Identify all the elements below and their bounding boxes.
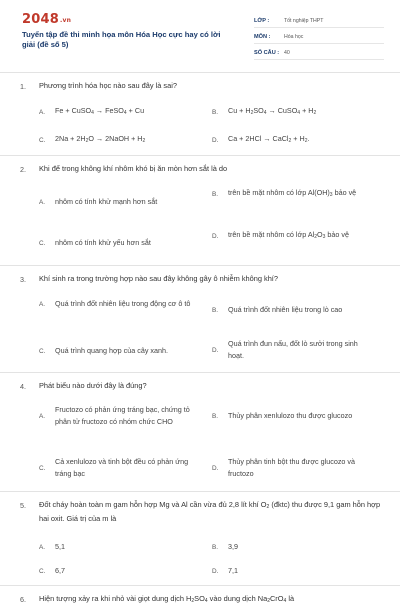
- option-d[interactable]: [212, 133, 309, 147]
- option-d[interactable]: [212, 229, 377, 243]
- option-text: Quá trình đốt nhiên liệu trong động cơ ô tô: [55, 299, 191, 308]
- meta-label: SỐ CÂU :: [254, 49, 280, 56]
- divider: [0, 372, 400, 373]
- question-number: 6.: [20, 595, 26, 604]
- option-c[interactable]: [39, 565, 65, 577]
- question-number: 5.: [20, 501, 26, 510]
- question-number: 1.: [20, 82, 26, 91]
- option-letter: B.: [212, 543, 219, 551]
- question-text: Hiện tượng xảy ra khi nhỏ vài giọt dung dịch $H_2SO_4$ vào dung dịch $Na_2CrO_4$ là: [39, 594, 295, 604]
- meta-label: MÔN :: [254, 33, 271, 40]
- meta-row-count: [254, 46, 384, 60]
- option-text: Fructozo có phản ứng tráng bạc, chứng tỏ phân tử fructozo có nhóm chức CHO: [55, 405, 190, 426]
- option-letter: D.: [212, 346, 219, 354]
- option-text: Quá trình đốt nhiên liệu trong lò cao: [228, 305, 343, 314]
- option-letter: A.: [39, 412, 46, 420]
- option-d[interactable]: [212, 565, 238, 577]
- logo-suffix: .vn: [59, 17, 72, 24]
- meta-value: Tốt nghiệp THPT: [284, 17, 324, 24]
- meta-value: Hóa học: [284, 33, 304, 40]
- option-d[interactable]: [212, 456, 377, 480]
- option-text: nhôm có tính khử mạnh hơn sắt: [55, 197, 158, 206]
- page-title: Tuyển tập đề thi minh họa môn Hóa Học cực hay có lời giải (đề số 5): [22, 30, 221, 49]
- divider: [0, 265, 400, 266]
- option-letter: C.: [39, 347, 46, 355]
- option-letter: D.: [212, 232, 219, 240]
- option-text: nhôm có tính khử yếu hơn sắt: [55, 238, 151, 247]
- option-text: Thủy phân xenlulozo thu được glucozo: [228, 411, 353, 420]
- option-letter: B.: [212, 306, 219, 314]
- option-a[interactable]: [39, 298, 204, 310]
- option-d[interactable]: [212, 338, 377, 362]
- option-b[interactable]: [212, 187, 372, 201]
- option-letter: C.: [39, 464, 46, 472]
- option-letter: A.: [39, 300, 46, 308]
- option-text: 5,1: [55, 542, 65, 551]
- option-letter: B.: [212, 190, 219, 198]
- option-letter: B.: [212, 412, 219, 420]
- divider: [0, 155, 400, 156]
- option-b[interactable]: [212, 541, 238, 553]
- question-text: Phương trình hóa học nào sau đây là sai?: [39, 81, 177, 90]
- option-letter: B.: [212, 108, 219, 116]
- option-a[interactable]: [39, 105, 144, 119]
- option-b[interactable]: [212, 105, 316, 119]
- option-text: 7,1: [228, 566, 238, 575]
- option-letter: D.: [212, 464, 219, 472]
- option-text: Fe + CuSO$_4$ → FeSO$_4$ + Cu: [55, 106, 145, 116]
- option-text: Thủy phân tinh bột thu được glucozo và fructozo: [228, 457, 355, 478]
- question-text: Khí sinh ra trong trường hợp nào sau đây không gây ô nhiễm không khí?: [39, 274, 278, 283]
- option-letter: A.: [39, 543, 46, 551]
- option-text: Cả xenlulozo và tinh bột đều có phản ứng tráng bạc: [55, 457, 189, 478]
- logo-text: 2048: [22, 12, 59, 27]
- option-letter: D.: [212, 136, 219, 144]
- option-b[interactable]: [212, 410, 372, 422]
- divider: [0, 585, 400, 586]
- option-letter: C.: [39, 136, 46, 144]
- question-number: 3.: [20, 275, 26, 284]
- option-text: trên bề mặt nhôm có lớp $Al_2O_3$ bảo vệ: [228, 230, 349, 240]
- option-a[interactable]: [39, 196, 157, 208]
- option-c[interactable]: [39, 133, 145, 147]
- option-c[interactable]: [39, 456, 204, 480]
- meta-value: 40: [284, 49, 290, 56]
- option-letter: D.: [212, 567, 219, 575]
- exam-meta: [254, 14, 384, 62]
- option-c[interactable]: [39, 345, 168, 357]
- question-text: Khi để trong không khí nhôm khó bị ăn mòn hơn sắt là do: [39, 164, 228, 173]
- option-text: Ca + 2HCl → CaCl$_2$ + $H_2$.: [228, 134, 310, 144]
- option-letter: A.: [39, 198, 46, 206]
- option-text: $2Na + 2H_2O$ → 2NaOH + $H_2$: [55, 134, 146, 144]
- option-a[interactable]: [39, 541, 65, 553]
- option-text: 3,9: [228, 542, 238, 551]
- option-b[interactable]: [212, 304, 342, 316]
- meta-label: LỚP :: [254, 17, 270, 24]
- option-text: 6,7: [55, 566, 65, 575]
- option-a[interactable]: [39, 404, 209, 428]
- meta-row-class: [254, 14, 384, 28]
- option-text: $Cu + H_2SO_4$ → CuSO$_4$ + $H_2$: [228, 106, 317, 116]
- option-letter: C.: [39, 239, 46, 247]
- question-number: 4.: [20, 382, 26, 391]
- question-text: Đốt cháy hoàn toàn m gam hỗn hợp Mg và Al cần vừa đủ 2,8 lít khí $O_2$ (đktc) thu được 9,1 gam hỗn hợp hai oxit. Giá trị của m là: [39, 500, 381, 523]
- page-header: [0, 0, 400, 70]
- option-letter: C.: [39, 567, 46, 575]
- question-number: 2.: [20, 165, 26, 174]
- option-text: Quá trình đun nấu, đốt lò sưởi trong sinh hoạt.: [228, 339, 358, 360]
- meta-row-subject: [254, 30, 384, 44]
- option-c[interactable]: [39, 237, 151, 249]
- option-text: Quá trình quang hợp của cây xanh.: [55, 346, 168, 355]
- divider: [0, 491, 400, 492]
- divider: [0, 72, 400, 73]
- option-letter: A.: [39, 108, 46, 116]
- option-text: trên bề mặt nhôm có lớp $Al(OH)_3$ bảo vệ: [228, 188, 357, 198]
- question-text: Phát biểu nào dưới đây là đúng?: [39, 381, 147, 390]
- site-logo[interactable]: [22, 12, 71, 27]
